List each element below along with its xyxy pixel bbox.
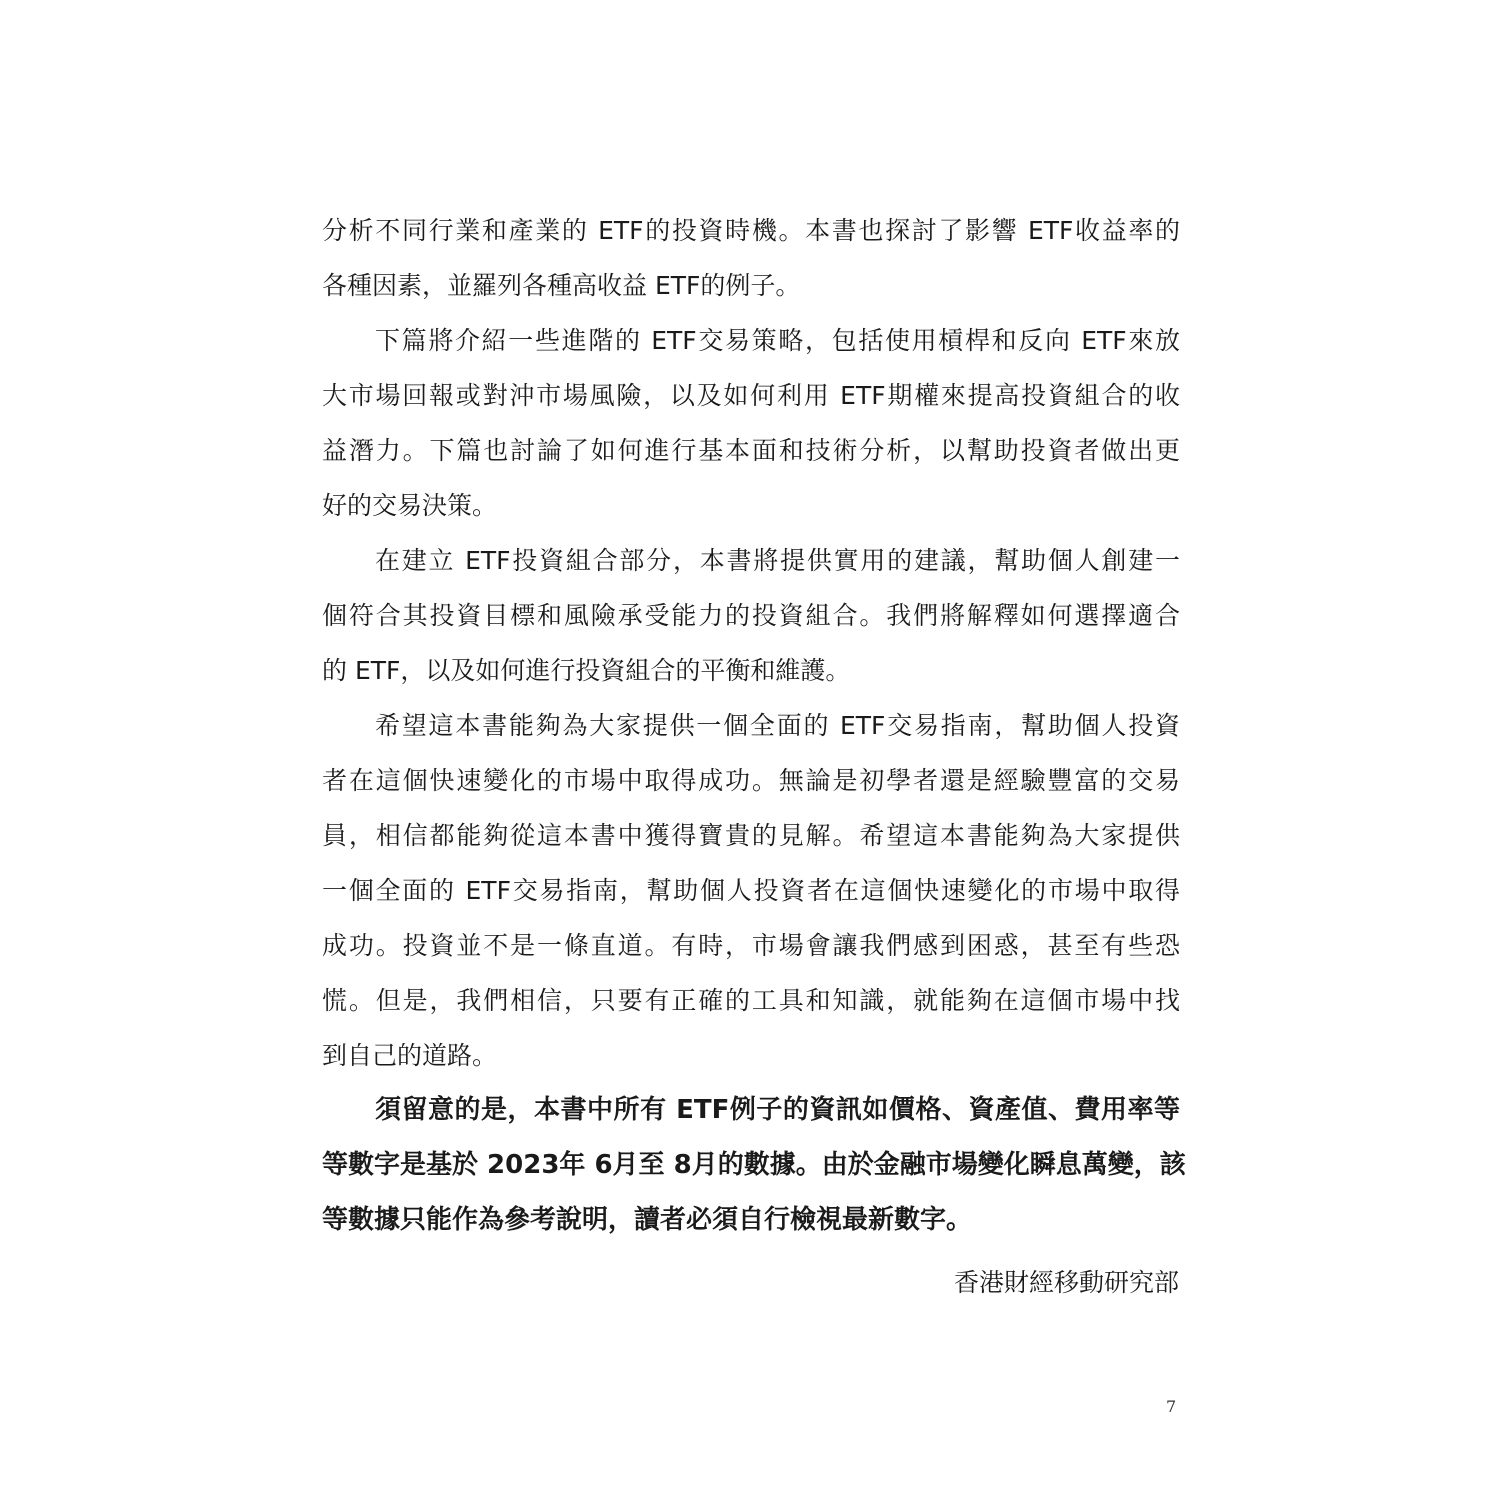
text-line: 須留意的是，本書中所有 ETF例子的資訊如價格、資產值、費用率等 xyxy=(375,1095,1180,1125)
text-line: 到自己的道路。 xyxy=(322,1041,498,1070)
text-line: 大市場回報或對沖市場風險，以及如何利用 ETF期權來提高投資組合的收 xyxy=(322,381,1180,410)
text-line: 希望這本書能夠為大家提供一個全面的 ETF交易指南，幫助個人投資 xyxy=(375,711,1180,740)
text-line: 好的交易決策。 xyxy=(322,491,498,520)
text-line: 各種因素，並羅列各種高收益 ETF的例子。 xyxy=(322,271,801,300)
paragraph xyxy=(322,1083,1186,1248)
text-line: 益潛力。下篇也討論了如何進行基本面和技術分析，以幫助投資者做出更 xyxy=(322,436,1180,465)
text-line: 在建立 ETF投資組合部分，本書將提供實用的建議，幫助個人創建一 xyxy=(375,546,1180,575)
text-line: 等數字是基於 2023年 6月至 8月的數據。由於金融市場變化瞬息萬變，該 xyxy=(322,1150,1186,1180)
text-line: 個符合其投資目標和風險承受能力的投資組合。我們將解釋如何選擇適合 xyxy=(322,601,1180,630)
text-line: 一個全面的 ETF交易指南，幫助個人投資者在這個快速變化的市場中取得 xyxy=(322,876,1180,905)
paragraph xyxy=(322,533,1180,698)
text-line: 分析不同行業和產業的 ETF的投資時機。本書也探討了影響 ETF收益率的 xyxy=(322,216,1180,245)
text-line: 成功。投資並不是一條直道。有時，市場會讓我們感到困惑，甚至有些恐 xyxy=(322,931,1180,960)
text-line: 的 ETF，以及如何進行投資組合的平衡和維護。 xyxy=(322,656,851,685)
text-line: 者在這個快速變化的市場中取得成功。無論是初學者還是經驗豐富的交易 xyxy=(322,766,1180,795)
author-signature: 香港財經移動研究部 xyxy=(953,1268,1179,1297)
page-number: 7 xyxy=(1166,1397,1177,1416)
body-text xyxy=(322,203,1186,1248)
paragraph xyxy=(322,698,1180,1083)
paragraph xyxy=(322,313,1180,533)
text-line: 員，相信都能夠從這本書中獲得寶貴的見解。希望這本書能夠為大家提供 xyxy=(322,821,1180,850)
paragraph xyxy=(322,203,1180,313)
text-line: 下篇將介紹一些進階的 ETF交易策略，包括使用槓桿和反向 ETF來放 xyxy=(375,326,1180,355)
text-line: 慌。但是，我們相信，只要有正確的工具和知識，就能夠在這個市場中找 xyxy=(322,986,1180,1015)
text-line: 等數據只能作為參考說明，讀者必須自行檢視最新數字。 xyxy=(322,1205,973,1235)
